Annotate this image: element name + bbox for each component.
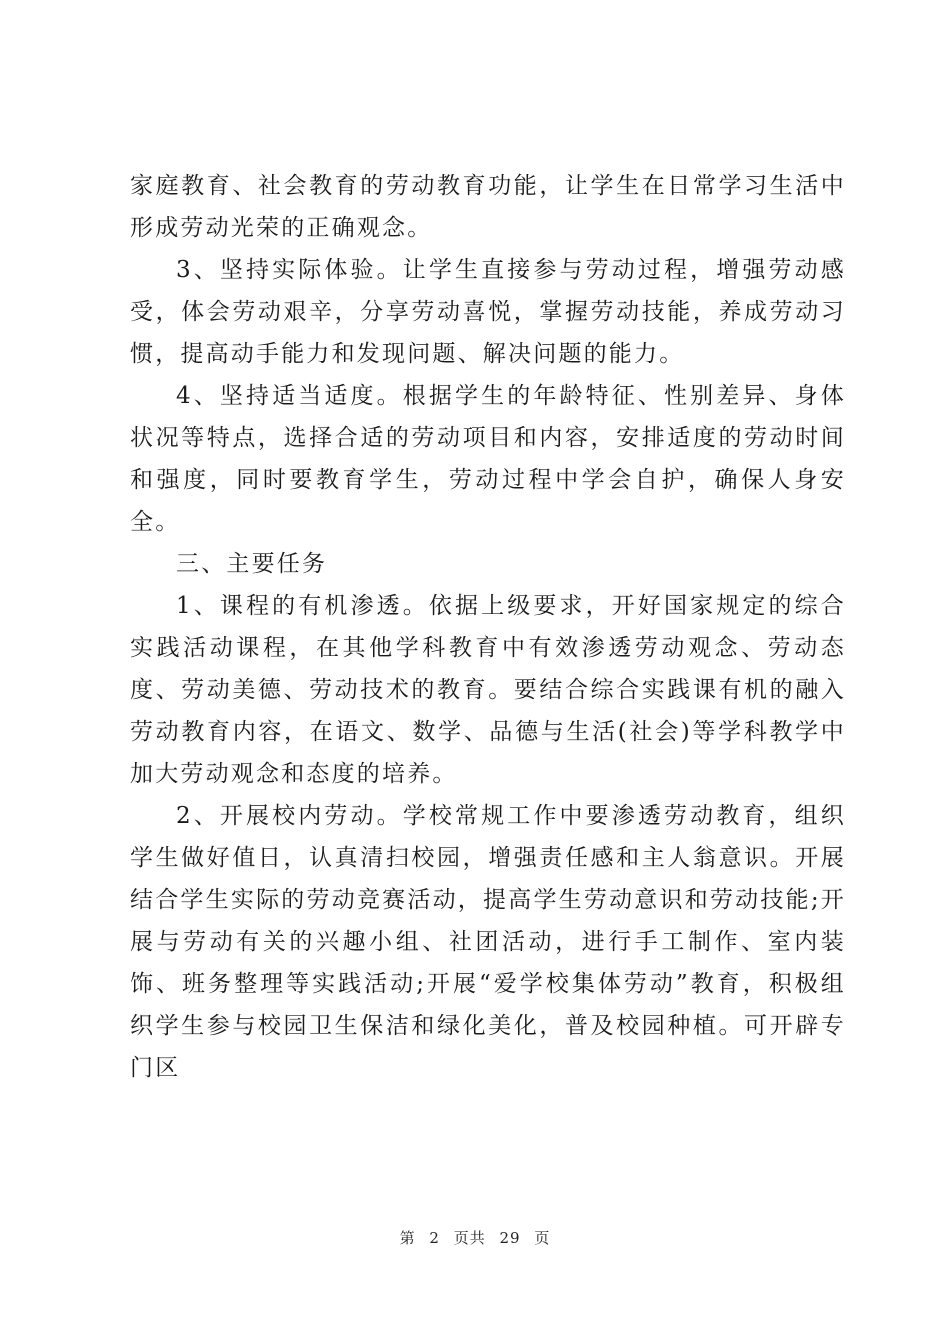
footer-prefix: 第	[399, 1229, 416, 1247]
paragraph-2: 3、坚持实际体验。让学生直接参与劳动过程，增强劳动感受，体会劳动艰辛，分享劳动喜悦，掌握劳动技能，养成劳动习惯，提高动手能力和发现问题、解决问题的能力。	[130, 257, 846, 367]
section-heading: 三、主要任务	[176, 551, 328, 577]
footer-suffix: 页	[534, 1229, 551, 1247]
total-pages-number: 29	[499, 1229, 521, 1247]
paragraph-3: 4、坚持适当适度。根据学生的年龄特征、性别差异、身体状况等特点，选择合适的劳动项目和内容，安排适度的劳动时间和强度，同时要教育学生，劳动过程中学会自护，确保人身安全。	[130, 383, 846, 535]
footer-middle: 页共	[453, 1229, 486, 1247]
paragraph-5: 2、开展校内劳动。学校常规工作中要渗透劳动教育，组织学生做好值日，认真清扫校园，增强责任感和主人翁意识。开展结合学生实际的劳动竞赛活动，提高学生劳动意识和劳动技能;开展与劳动有关的兴趣小组、社团活动，进行手工制作、室内装饰、班务整理等实践活动;开展“爱学校集体劳动”教育，积极组织学生参与校园卫生保洁和绿化美化，普及校园种植。可开辟专门区	[130, 803, 846, 1081]
page-footer	[0, 1227, 950, 1248]
current-page-number: 2	[429, 1229, 440, 1247]
paragraph-1: 家庭教育、社会教育的劳动教育功能，让学生在日常学习生活中形成劳动光荣的正确观念。	[130, 173, 846, 241]
paragraph-4: 1、课程的有机渗透。依据上级要求，开好国家规定的综合实践活动课程，在其他学科教育中有效渗透劳动观念、劳动态度、劳动美德、劳动技术的教育。要结合综合实践课有机的融入劳动教育内容，在语文、数学、品德与生活(社会)等学科教学中加大劳动观念和态度的培养。	[130, 593, 846, 787]
document-body	[130, 165, 846, 1089]
